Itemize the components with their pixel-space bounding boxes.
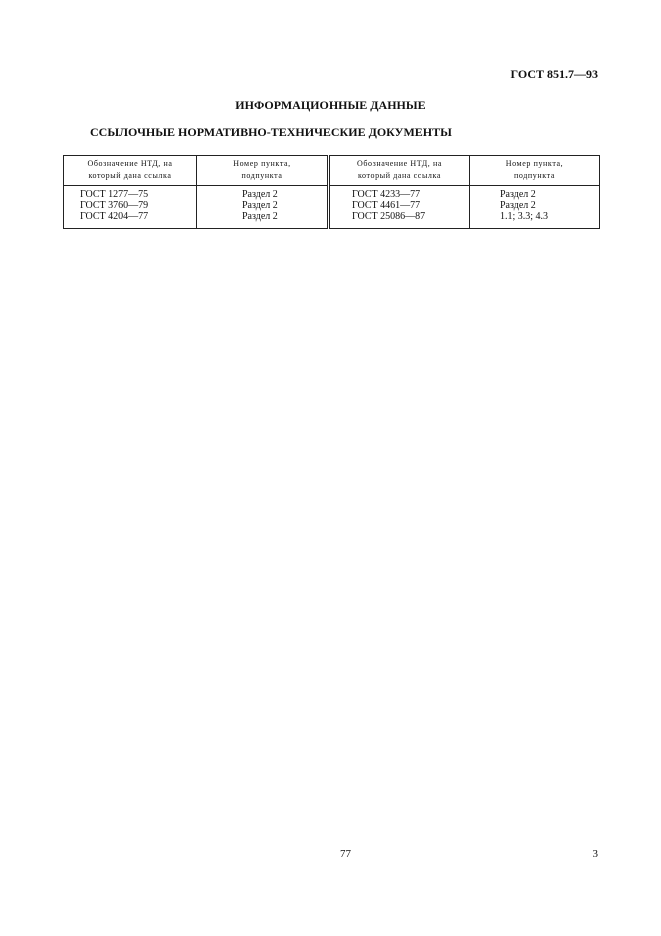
table-cell: 1.1; 3.3; 4.3	[470, 211, 600, 229]
page-number: 77	[340, 848, 351, 860]
header-ntd-designation-right	[329, 156, 470, 186]
header-line: который дана ссылка	[357, 171, 442, 180]
table-cell: ГОСТ 4204—77	[80, 211, 149, 222]
table-cell: Раздел 2	[197, 200, 329, 211]
sheet-number: 3	[592, 848, 598, 860]
table-row	[64, 211, 600, 229]
table-cell: Раздел 2	[197, 186, 329, 201]
header-line: Номер пункта,	[233, 159, 291, 168]
table-cell: ГОСТ 1277—75	[80, 189, 149, 200]
table-cell: ГОСТ 4233—77	[329, 186, 470, 201]
header-line: подпункта	[513, 171, 555, 180]
table-row	[64, 186, 600, 201]
header-line: Обозначение НТД, на	[87, 159, 173, 168]
table-row	[64, 200, 600, 211]
section-heading: ИНФОРМАЦИОННЫЕ ДАННЫЕ	[235, 98, 426, 112]
subsection-heading: ССЫЛОЧНЫЕ НОРМАТИВНО-ТЕХНИЧЕСКИЕ ДОКУМЕНТЫ	[90, 125, 452, 139]
references-table	[63, 155, 600, 229]
table-header-row	[64, 156, 600, 186]
table-cell: Раздел 2	[470, 200, 600, 211]
table-cell: Раздел 2	[197, 211, 329, 229]
header-line: Номер пункта,	[505, 159, 564, 168]
header-ntd-designation-left	[64, 156, 197, 186]
header-line: Обозначение НТД, на	[356, 159, 443, 168]
header-clause-number-right	[470, 156, 600, 186]
document-code: ГОСТ 851.7—93	[510, 67, 598, 81]
table-cell: ГОСТ 4461—77	[329, 200, 470, 211]
table-cell: ГОСТ 25086—87	[329, 211, 470, 229]
header-clause-number-left	[197, 156, 329, 186]
header-line: который дана ссылка	[88, 171, 172, 180]
table-cell: ГОСТ 3760—79	[80, 200, 149, 211]
table-cell: Раздел 2	[470, 186, 600, 201]
header-line: подпункта	[241, 171, 283, 180]
